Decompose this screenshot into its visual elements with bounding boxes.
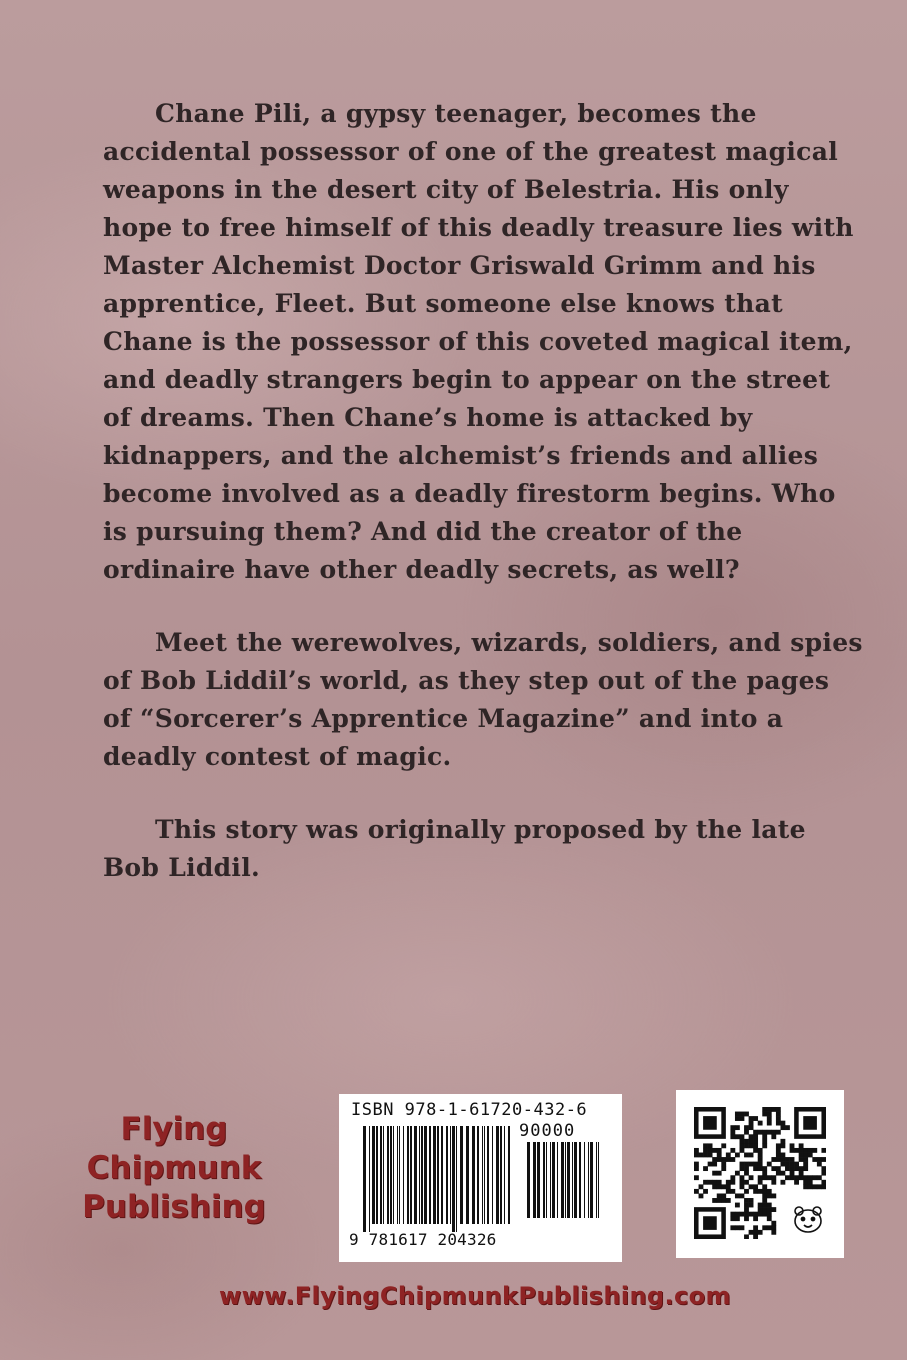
- blurb-paragraph-1: Chane Pili, a gypsy teenager, becomes the accidental possessor of one of the greatest magical weapons in the desert city of Belestria. His only hope to free himself of this deadly treasure lies with Master Alchemist Doctor Griswald Grimm and his apprentice, Fleet. But someone else knows that Chane is the possessor of this coveted magical item, and deadly strangers begin to appear on the street of dreams. Then Chane’s home is attacked by kidnappers, and the alchemist’s friends and allies become involved as a deadly firestorm begins. Who is pursuing them? And did the creator of the ordinaire have other deadly secrets, as well?: [103, 99, 854, 584]
- qr-code-icon: [694, 1107, 826, 1239]
- isbn-label: ISBN 978-1-61720-432-6: [351, 1100, 588, 1120]
- qr-code: [676, 1090, 844, 1258]
- publisher-line-3: Publishing: [82, 1189, 266, 1225]
- publisher-website: www.FlyingChipmunkPublishing.com: [219, 1282, 731, 1310]
- price-code: 90000: [519, 1121, 576, 1141]
- publisher-line-1: Flying: [120, 1111, 228, 1147]
- back-cover-blurb: [103, 95, 863, 922]
- publisher-line-2: Chipmunk: [86, 1150, 262, 1186]
- barcode-bars-icon: [363, 1126, 513, 1232]
- publisher-logo-text: [58, 1110, 290, 1227]
- ean-digits: 9 781617 204326: [349, 1230, 497, 1249]
- addon-barcode-bars-icon: [527, 1142, 599, 1226]
- chipmunk-icon: [795, 1207, 821, 1232]
- blurb-paragraph-3: This story was originally proposed by the late Bob Liddil.: [103, 815, 806, 882]
- isbn-barcode: [339, 1094, 622, 1262]
- blurb-paragraph-2: Meet the werewolves, wizards, soldiers, and spies of Bob Liddil’s world, as they step out of the pages of “Sorcerer’s Apprentice Magazine” and into a deadly contest of magic.: [103, 628, 863, 771]
